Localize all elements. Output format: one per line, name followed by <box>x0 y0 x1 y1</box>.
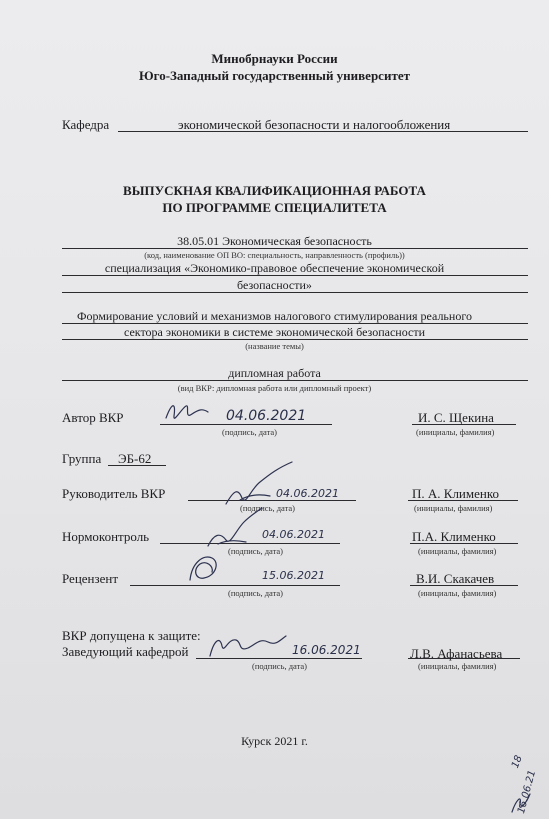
supervisor-sign-caption: (подпись, дата) <box>240 503 296 513</box>
head-of-department-name: Л.В. Афанасьева <box>410 646 503 661</box>
margin-note-date: 16.06.21 <box>516 768 539 815</box>
normcontrol-label: Нормоконтроль <box>62 529 150 544</box>
supervisor-name: П. А. Клименко <box>412 486 500 501</box>
document-title-line1: ВЫПУСКНАЯ КВАЛИФИКАЦИОННАЯ РАБОТА <box>123 183 426 198</box>
topic-line1: Формирование условий и механизмов налогового стимулирования реального <box>77 309 472 323</box>
supervisor-label: Руководитель ВКР <box>62 486 166 501</box>
specialty-code: 38.05.01 Экономическая безопасность <box>177 234 372 248</box>
admission-sign-caption: (подпись, дата) <box>252 661 308 671</box>
topic-caption: (название темы) <box>245 341 304 351</box>
author-name-caption: (инициалы, фамилия) <box>416 427 495 437</box>
reviewer-name-caption: (инициалы, фамилия) <box>418 588 497 598</box>
supervisor-date: 04.06.2021 <box>276 487 339 500</box>
reviewer-name: В.И. Скакачев <box>416 571 495 586</box>
author-sign-caption: (подпись, дата) <box>222 427 278 437</box>
specialization-line2: безопасности» <box>237 278 312 292</box>
reviewer-label: Рецензент <box>62 571 119 586</box>
margin-note-signature <box>508 790 534 814</box>
reviewer-date: 15.06.2021 <box>262 569 325 582</box>
normcontrol-name-caption: (инициалы, фамилия) <box>418 546 497 556</box>
university-name: Юго-Западный государственный университет <box>139 68 410 83</box>
supervisor-name-caption: (инициалы, фамилия) <box>414 503 493 513</box>
normcontrol-signature <box>204 506 264 550</box>
normcontrol-sign-caption: (подпись, дата) <box>228 546 284 556</box>
city-year: Курск 2021 г. <box>241 734 308 748</box>
admission-signature <box>206 630 290 660</box>
group-value: ЭБ-62 <box>118 451 152 466</box>
reviewer-sign-caption: (подпись, дата) <box>228 588 284 598</box>
work-type-caption: (вид ВКР: дипломная работа или дипломный проект) <box>177 383 372 393</box>
department-label: Кафедра <box>62 117 110 132</box>
margin-note-number: 18 <box>510 754 525 770</box>
author-label: Автор ВКР <box>62 410 124 425</box>
group-label: Группа <box>62 451 102 466</box>
ministry-name: Минобрнауки России <box>211 51 338 66</box>
topic-line2: сектора экономики в системе экономической безопасности <box>123 325 426 339</box>
department-value: экономической безопасности и налогообложения <box>178 117 451 132</box>
author-name: И. С. Щекина <box>418 410 494 425</box>
reviewer-signature <box>186 550 222 584</box>
head-of-department-label: Заведующий кафедрой <box>62 644 189 659</box>
author-date: 04.06.2021 <box>226 408 307 424</box>
author-signature <box>162 398 212 426</box>
specialization-line1: специализация «Экономико-правовое обеспечение экономической <box>104 261 445 275</box>
work-type-value: дипломная работа <box>228 366 321 380</box>
admission-date: 16.06.2021 <box>292 643 361 657</box>
normcontrol-name: П.А. Клименко <box>412 529 496 544</box>
admission-label: ВКР допущена к защите: <box>62 628 201 643</box>
specialty-caption: (код, наименование ОП ВО: специальность, направленность (профиль)) <box>144 250 405 260</box>
document-title-line2: ПО ПРОГРАММЕ СПЕЦИАЛИТЕТА <box>162 200 387 215</box>
admission-name-caption: (инициалы, фамилия) <box>418 661 497 671</box>
reviewer-signature-line <box>130 585 340 586</box>
normcontrol-date: 04.06.2021 <box>262 528 325 541</box>
